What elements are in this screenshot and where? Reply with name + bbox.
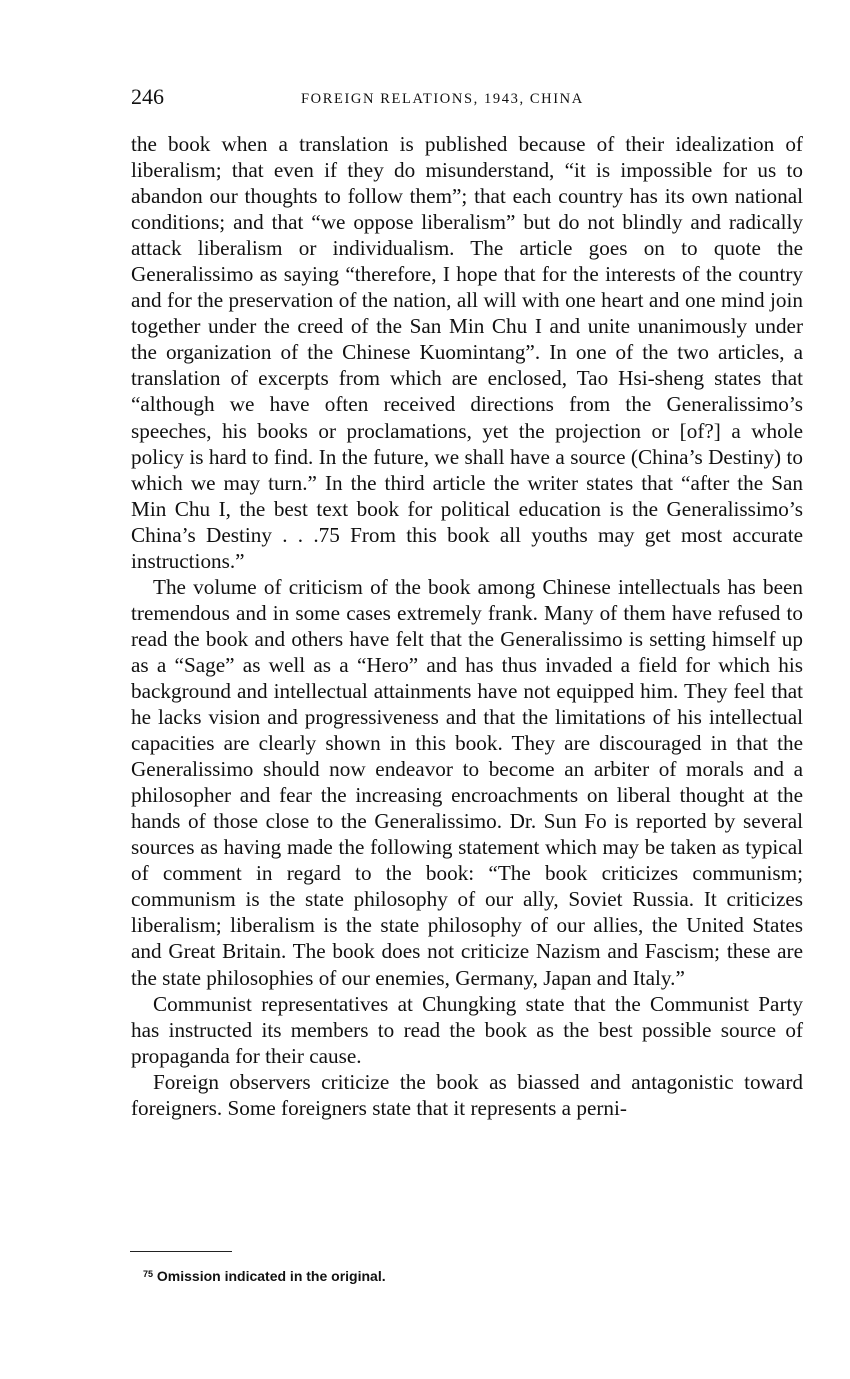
page-number: 246 — [131, 84, 164, 109]
paragraph-continuation: the book when a translation is published because of their idealization of liberalism; that even if they do misunderstand, “it is impossible for us to abandon our thoughts to follow them”; that each country has its own national conditions; and that “we oppose liberalism” but do not blindly and radically attack liberalism or individualism. The article goes on to quote the Generalissimo as saying “therefore, I hope that for the interests of the country and for the preservation of the nation, all will with one heart and one mind join together under the creed of the San Min Chu I and unite unanimously under the organization of the Chinese Kuomintang”. In one of the two articles, a translation of excerpts from which are enclosed, Tao Hsi-sheng states that “although we have often received directions from the Generalissimo’s speeches, his books or proclamations, yet the projection or [of?] a whole policy is hard to find. In the future, we shall have a source (China’s Destiny) to which we may turn.” In the third article the writer states that “after the San Min Chu I, the best text book for political education is the Generalissimo’s China’s Destiny . . .75 From this book all youths may get most accurate instructions.” — [131, 132, 803, 573]
footnote-marker: 75 — [143, 1269, 154, 1279]
paragraph-foreign-observers: Foreign observers criticize the book as biassed and antagonistic toward foreigners. Some foreigners state that it represents a perni- — [131, 1069, 803, 1120]
body-text — [131, 131, 803, 1121]
paragraph-communist-representatives: Communist representatives at Chungking state that the Communist Party has instructed its members to read the book as the best possible source of propaganda for their cause. — [131, 991, 803, 1068]
paragraph-criticism: The volume of criticism of the book among Chinese intellectuals has been tremendous and in some cases extremely frank. Many of them have refused to read the book and others have felt that the Generalissimo is setting himself up as a “Sage” as well as a “Hero” and has thus invaded a field for which his background and intellectual attainments have not equipped him. They feel that he lacks vision and progressiveness and that the limitations of his intellectual capacities are clearly shown in this book. They are discouraged in that the Generalissimo should now endeavor to become an arbiter of morals and a philosopher and fear the increasing encroachments on liberal thought at the hands of those close to the Generalissimo. Dr. Sun Fo is reported by several sources as having made the following statement which may be taken as typical of comment in regard to the book: “The book criticizes communism; communism is the state philosophy of our ally, Soviet Russia. It criticizes liberalism; liberalism is the state philosophy of our allies, the United States and Great Britain. The book does not criticize Nazism and Fascism; these are the state philosophies of our enemies, Germany, Japan and Italy.” — [131, 574, 803, 990]
page-header — [131, 80, 803, 114]
footnote — [143, 1264, 386, 1286]
footnote-rule — [130, 1251, 232, 1252]
running-head: FOREIGN RELATIONS, 1943, CHINA — [301, 91, 584, 107]
footnote-text: Omission indicated in the original. — [156, 1268, 386, 1284]
